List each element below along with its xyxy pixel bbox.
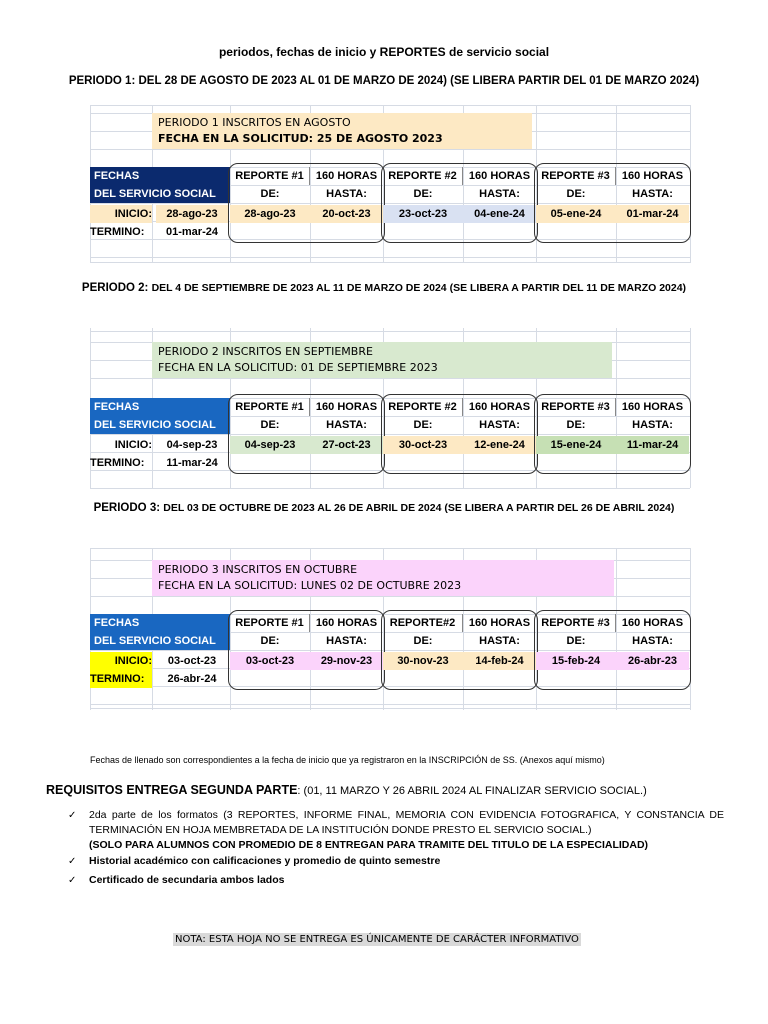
report-1-name: REPORTE #1	[230, 398, 310, 416]
report-3-de-value: 05-ene-24	[550, 208, 602, 220]
fill-dates-note: Fechas de llenado son correspondientes a la fecha de inicio que ya registraron en la INSCRIPCIÓN de SS. (Anexos aquí mismo)	[90, 755, 605, 765]
fechas-header	[90, 398, 230, 434]
notice-line-2: FECHA EN LA SOLICITUD: LUNES 02 DE OCTUBRE 2023	[158, 579, 462, 592]
fechas-line-1: FECHAS	[94, 401, 140, 413]
inicio-label: INICIO:	[90, 205, 152, 223]
termino-label: TERMINO:	[90, 670, 152, 688]
grid-line	[90, 378, 690, 379]
enrollment-notice	[152, 113, 532, 149]
report-1-de-value: 28-ago-23	[244, 208, 296, 220]
period-1-heading-bold: PERIODO 1: DEL 28 DE AGOSTO DE 2023 AL 01 DE MARZO DE 2024) (SE LIBERA PARTIR DEL 01 DE MARZO 2024)	[68, 75, 700, 87]
period-2-heading-rest: DEL 4 DE SEPTIEMBRE DE 2023 AL 11 DE MARZO DE 2024 (SE LIBERA A PARTIR DEL 11 DE MARZO 2024)	[151, 282, 687, 294]
notice-line-1: PERIODO 3 INSCRITOS EN OCTUBRE	[158, 563, 358, 576]
report-2-hasta-label: HASTA:	[479, 419, 520, 431]
enrollment-notice	[152, 560, 614, 596]
notice-line-2: FECHA EN LA SOLICITUD: 01 DE SEPTIEMBRE 2023	[158, 361, 438, 374]
grid-line	[90, 331, 690, 332]
checkmark-icon: ✓	[68, 856, 77, 867]
requisito-text: 2da parte de los formatos (3 REPORTES, INFORME FINAL, MEMORIA CON EVIDENCIA FOTOGRAFICA, Y CONSTANCIA DE TERMINACIÓN EN HOJA MEMBRETADA DE LA INSTITUCIÓN DONDE PRESTO EL SERVICIO SOCIAL.)	[89, 809, 724, 836]
report-3-de-value: 15-ene-24	[550, 439, 602, 451]
report-2-de-value: 30-nov-23	[397, 655, 449, 667]
report-3-hasta-value: 26-abr-23	[628, 655, 677, 667]
fechas-line-2: DEL SERVICIO SOCIAL	[94, 188, 216, 200]
fechas-line-1: FECHAS	[94, 617, 140, 629]
requisito-text: Certificado de secundaria ambos lados	[89, 874, 285, 886]
report-3-hasta-label: HASTA:	[632, 419, 673, 431]
report-3-hours: 160 HORAS	[621, 617, 684, 629]
report-1-hasta-value: 27-oct-23	[322, 439, 371, 451]
checkmark-icon: ✓	[68, 875, 77, 886]
list-item	[68, 854, 724, 869]
requisitos-title-text: REQUISITOS ENTREGA SEGUNDA PARTE	[46, 783, 298, 797]
inicio-label: INICIO:	[90, 652, 152, 670]
period-1-sheet	[90, 105, 690, 263]
grid-line	[90, 596, 690, 597]
report-2-de-value: 30-oct-23	[398, 439, 448, 451]
report-2-hours: 160 HORAS	[468, 401, 531, 413]
report-2-name: REPORTE #2	[383, 398, 463, 416]
report-3-de-label: DE:	[566, 419, 586, 431]
report-1-hasta-label: HASTA:	[326, 419, 367, 431]
requisitos-title	[46, 783, 647, 797]
report-3-de-label: DE:	[566, 635, 586, 647]
report-2-hasta-label: HASTA:	[479, 635, 520, 647]
grid-line	[90, 548, 690, 549]
period-2-heading-bold: PERIODO 2:	[81, 282, 152, 294]
list-item	[68, 873, 724, 888]
report-2-hasta-value: 12-ene-24	[474, 439, 525, 451]
nota-informativa: NOTA: ESTA HOJA NO SE ENTREGA ES ÚNICAMENTE DE CARÁCTER INFORMATIVO	[175, 934, 579, 945]
report-3-hasta-value: 01-mar-24	[626, 208, 679, 220]
grid-line	[90, 149, 690, 150]
grid-line	[90, 708, 690, 709]
report-2-hasta-label: HASTA:	[479, 188, 520, 200]
grid-line	[90, 704, 690, 705]
report-1-hours: 160 HORAS	[315, 617, 378, 629]
report-2-de-value: 23-oct-23	[398, 208, 448, 220]
report-1-de-label: DE:	[260, 188, 280, 200]
report-2-hasta-value: 04-ene-24	[474, 208, 525, 220]
report-3-de-value: 15-feb-24	[551, 655, 601, 667]
report-2-hours: 160 HORAS	[468, 170, 531, 182]
report-2-de-label: DE:	[413, 635, 433, 647]
checkmark-icon: ✓	[68, 810, 77, 821]
report-3-name: REPORTE #3	[536, 167, 616, 185]
requisitos-list	[68, 808, 724, 892]
report-1-hours: 160 HORAS	[315, 401, 378, 413]
termino-value: 11-mar-24	[166, 457, 218, 469]
requisitos-subtitle-b: AL FINALIZAR SERVICIO SOCIAL.)	[466, 785, 647, 797]
termino-label: TERMINO:	[90, 226, 145, 238]
report-1-hasta-value: 29-nov-23	[320, 655, 373, 667]
report-2-de-label: DE:	[413, 419, 433, 431]
report-3-hasta-label: HASTA:	[632, 188, 673, 200]
fechas-header	[90, 614, 230, 650]
termino-value: 26-abr-24	[167, 673, 217, 685]
period-3-heading-bold: PERIODO 3:	[93, 502, 164, 514]
report-2-hasta-value: 14-feb-24	[475, 655, 524, 667]
period-2-sheet	[90, 328, 690, 488]
grid-line	[90, 262, 690, 263]
report-2-hours: 160 HORAS	[468, 617, 531, 629]
report-1-de-value: 03-oct-23	[245, 655, 295, 667]
report-1-hasta-value: 20-oct-23	[322, 208, 371, 220]
requisito-extra: (SOLO PARA ALUMNOS CON PROMEDIO DE 8 ENTREGAN PARA TRAMITE DEL TITULO DE LA ESPECIALIDAD)	[89, 839, 649, 851]
report-1-de-label: DE:	[260, 635, 280, 647]
inicio-label: INICIO:	[114, 439, 152, 451]
report-3-de-label: DE:	[566, 188, 586, 200]
notice-line-1: PERIODO 1 INSCRITOS EN AGOSTO	[158, 116, 351, 129]
report-3-hours: 160 HORAS	[621, 401, 684, 413]
grid-line	[90, 257, 690, 258]
report-1-hasta-label: HASTA:	[326, 635, 367, 647]
requisitos-subtitle-year: 2024	[441, 785, 467, 797]
report-2-name: REPORTE#2	[383, 614, 463, 632]
period-2-heading	[0, 282, 768, 294]
report-1-name: REPORTE #1	[230, 614, 310, 632]
report-1-hours: 160 HORAS	[315, 170, 378, 182]
period-3-sheet	[90, 548, 690, 710]
period-3-heading	[0, 502, 768, 514]
notice-line-1: PERIODO 2 INSCRITOS EN SEPTIEMBRE	[158, 345, 373, 358]
report-1-de-value: 04-sep-23	[244, 439, 296, 451]
report-1-de-label: DE:	[260, 419, 280, 431]
report-3-hasta-value: 11-mar-24	[626, 439, 679, 451]
list-item	[68, 808, 724, 853]
report-1-name: REPORTE #1	[230, 167, 310, 185]
inicio-value: 28-ago-23	[156, 205, 228, 223]
requisitos-subtitle-a: : (01, 11 MARZO Y 26 ABRIL	[297, 785, 442, 797]
inicio-value: 03-oct-23	[167, 655, 217, 667]
grid-line	[90, 105, 690, 106]
report-3-hasta-label: HASTA:	[632, 635, 673, 647]
period-3-heading-rest: DEL 03 DE OCTUBRE DE 2023 AL 26 DE ABRIL DE 2024 (SE LIBERA A PARTIR DEL 26 DE ABRIL 2024)	[163, 502, 675, 514]
grid-line	[90, 488, 690, 489]
fechas-line-2: DEL SERVICIO SOCIAL	[94, 635, 216, 647]
termino-value: 01-mar-24	[166, 226, 218, 238]
termino-label: TERMINO:	[90, 457, 145, 469]
report-1-hasta-label: HASTA:	[326, 188, 367, 200]
period-1-heading	[0, 75, 768, 87]
notice-line-2: FECHA EN LA SOLICITUD: 25 DE AGOSTO 2023	[158, 132, 443, 145]
report-3-name: REPORTE #3	[536, 398, 616, 416]
report-2-name: REPORTE #2	[383, 167, 463, 185]
page-title: periodos, fechas de inicio y REPORTES de servicio social	[218, 45, 550, 59]
requisito-text: Historial académico con calificaciones y promedio de quinto semestre	[89, 855, 441, 867]
enrollment-notice	[152, 342, 612, 378]
report-3-hours: 160 HORAS	[621, 170, 684, 182]
fechas-header	[90, 167, 230, 203]
fechas-line-2: DEL SERVICIO SOCIAL	[94, 419, 216, 431]
fechas-line-1: FECHAS	[94, 170, 140, 182]
report-3-name: REPORTE #3	[536, 614, 616, 632]
inicio-value: 04-sep-23	[166, 439, 218, 451]
report-2-de-label: DE:	[413, 188, 433, 200]
